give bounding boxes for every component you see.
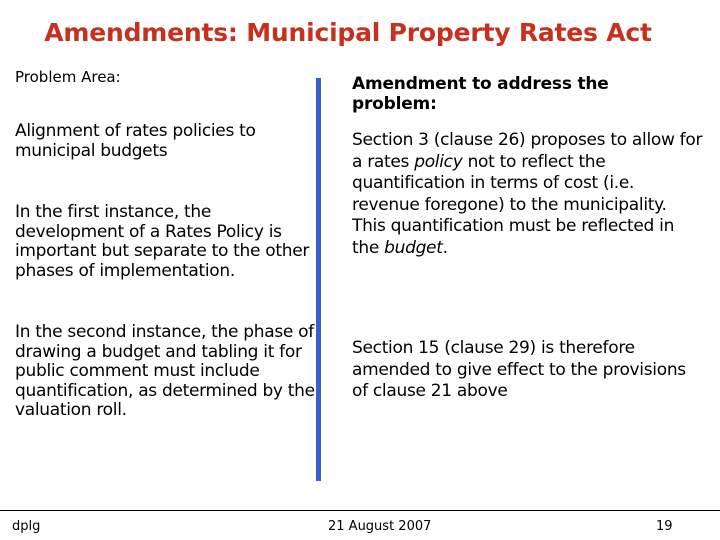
footer-date: 21 August 2007 [328,519,432,534]
problem-paragraph-second-instance: In the second instance, the phase of drawing a budget and tabling it for public comment must include quantification, as determined by the valuation roll. [15,322,315,420]
slide-title: Amendments: Municipal Property Rates Act [44,18,652,47]
amendment-text-c: . [442,237,448,258]
amendment-emphasis-policy: policy [414,151,463,172]
amendment-header: Amendment to address the problem: [352,74,609,114]
page-number: 19 [656,519,673,534]
problem-paragraph-alignment: Alignment of rates policies to municipal budgets [15,121,256,161]
amendment-emphasis-budget: budget [384,237,443,258]
problem-paragraph-first-instance: In the first instance, the development of a Rates Policy is important but separate to the other phases of implementation. [15,202,310,281]
amendment-paragraph-section-3 [352,130,704,259]
footer-organization: dplg [12,519,41,534]
amendment-paragraph-section-15: Section 15 (clause 29) is therefore amended to give effect to the provisions of clause 21 above [352,338,686,401]
amendment-text-b: not to reflect the quantification in terms of cost (i.e. revenue foregone) to the municipality. This quantification must be reflected in the [352,151,675,258]
problem-area-header: Problem Area: [15,68,121,86]
footer-rule [0,510,720,511]
amendment-text-a: Section 3 (clause 26) proposes to allow for a rates [352,130,703,172]
column-divider [316,78,321,481]
